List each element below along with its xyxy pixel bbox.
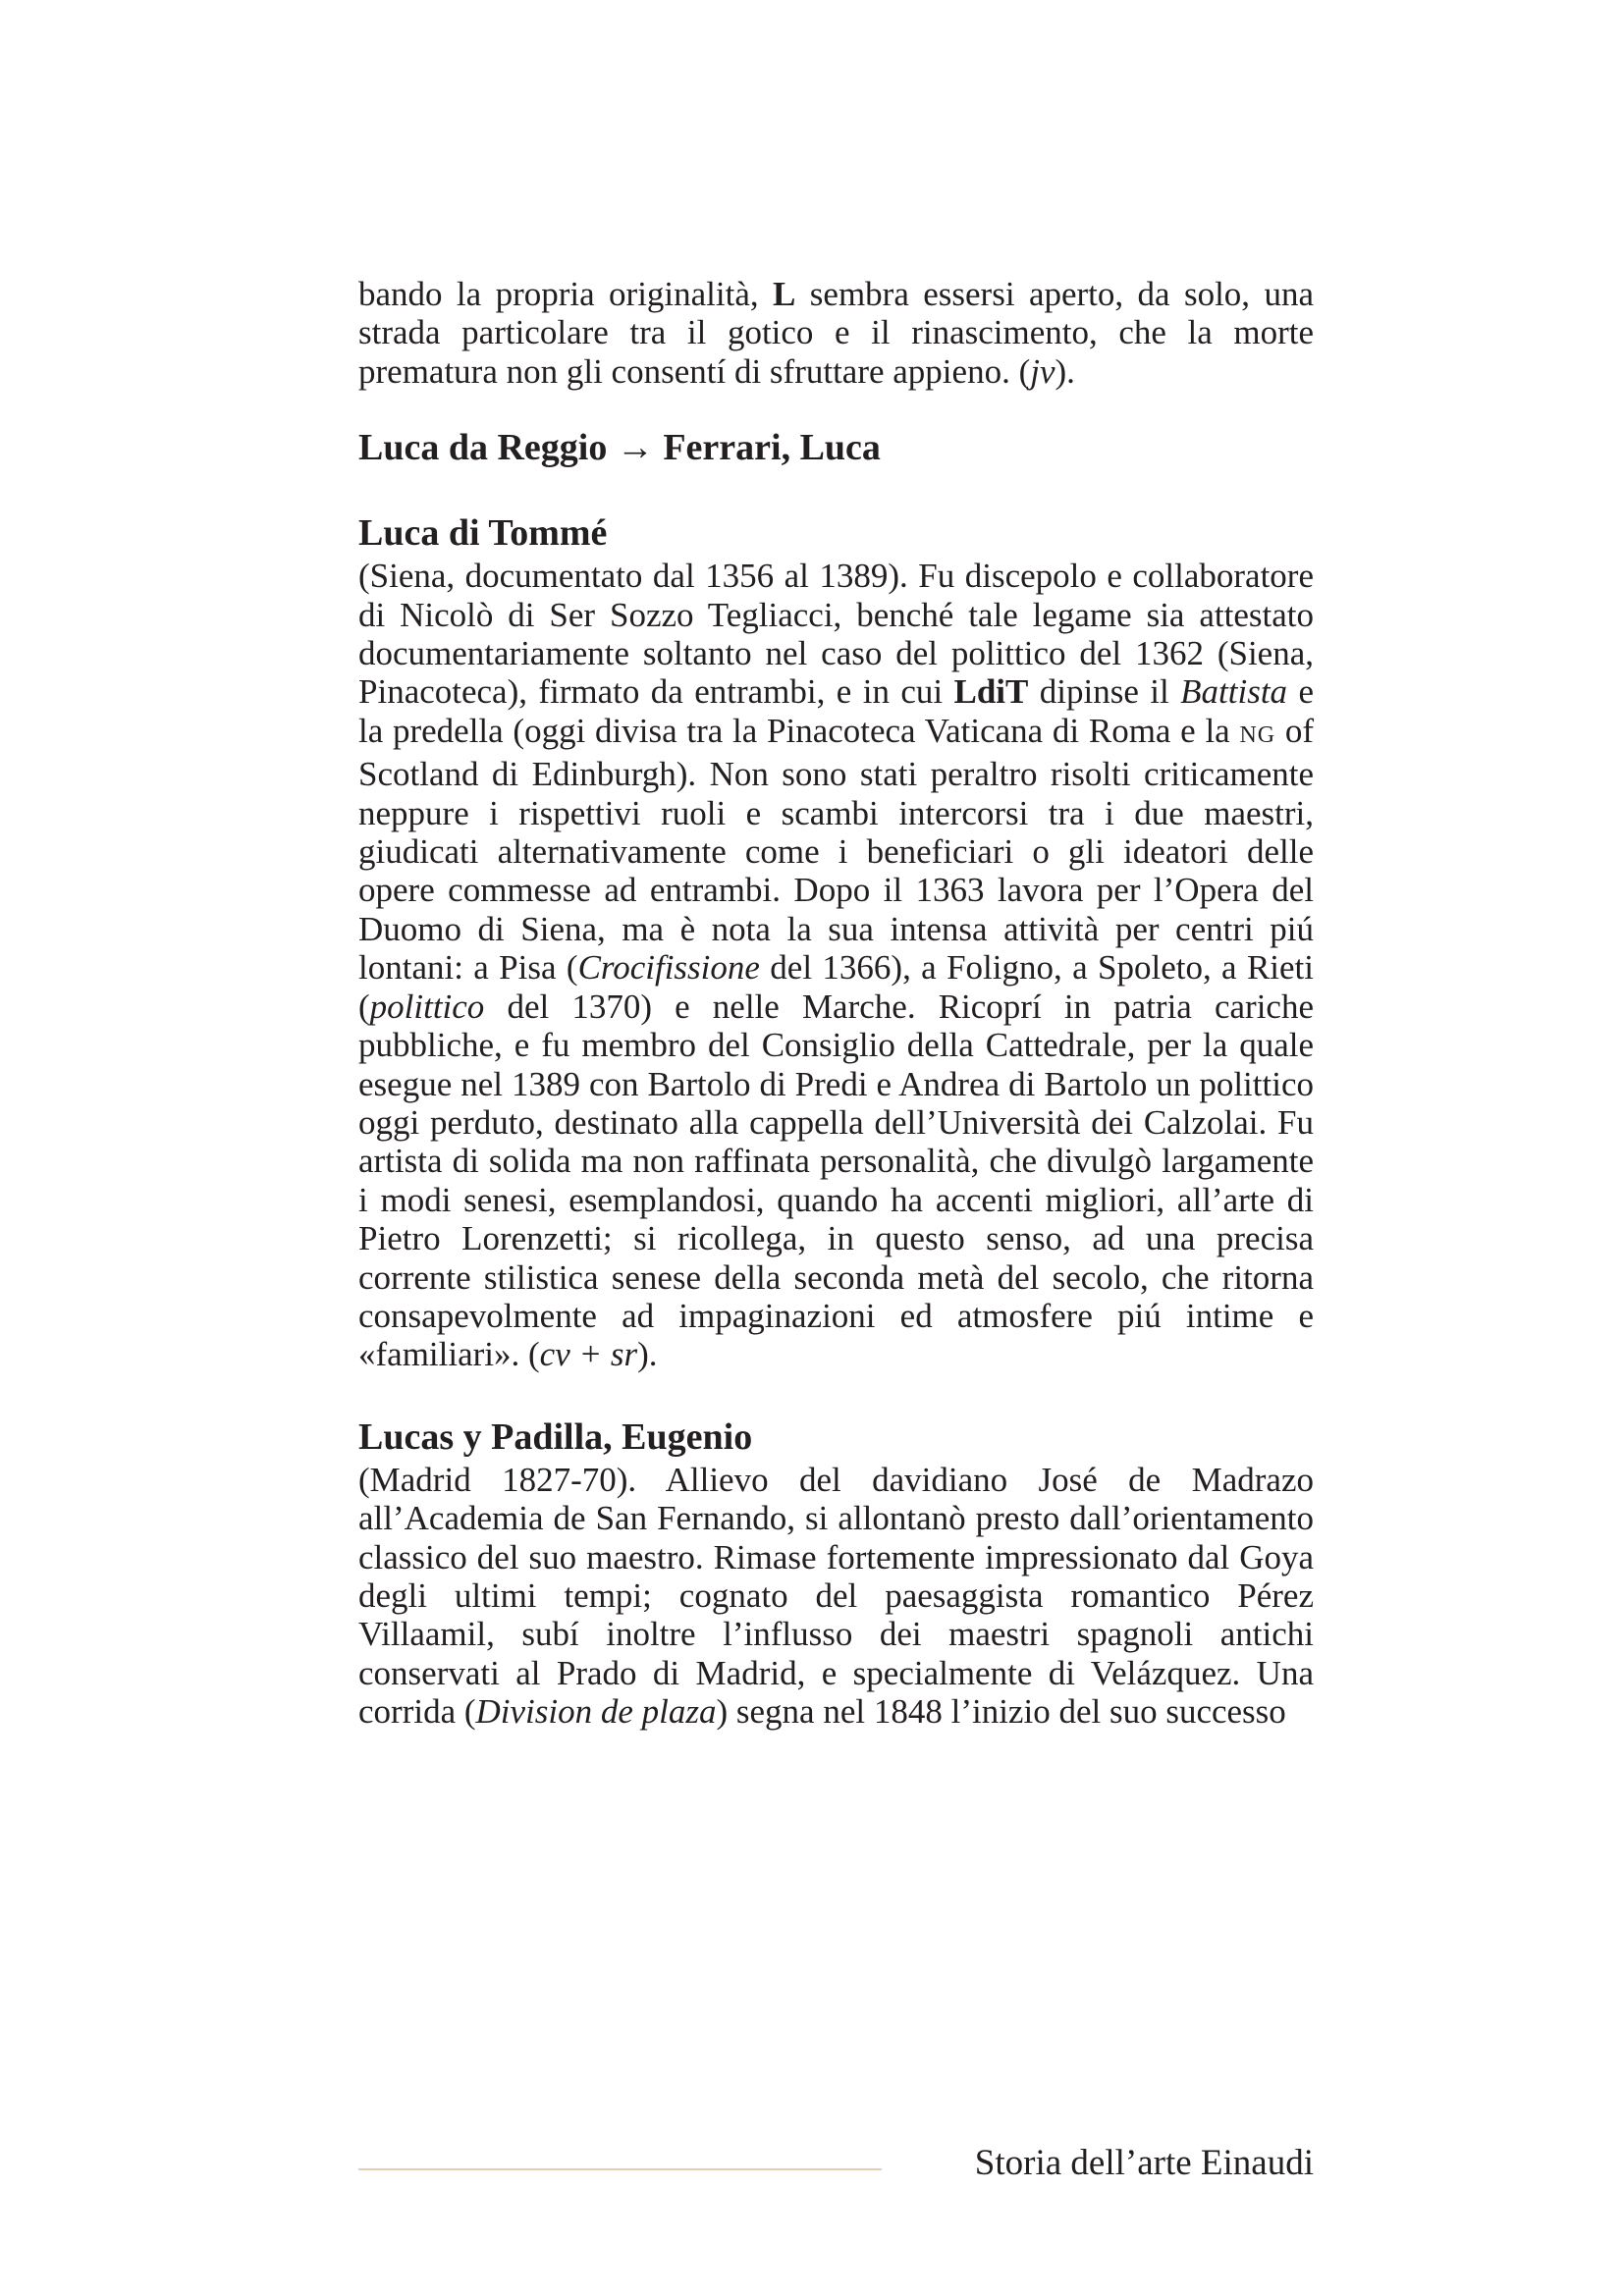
artwork-title: Battista [1180,672,1288,712]
entry-title-lucas-y-padilla: Lucas y Padilla, Eugenio [358,1415,753,1458]
footer-rule [358,2168,882,2170]
entry-title-luca-da-reggio: Luca da Reggio → Ferrari, Luca [358,427,881,469]
artwork-title: Crocifissione [577,948,760,988]
text-run: del 1370) e nelle Marche. Ricoprí in patria cariche pubbliche, e fu membro del Consiglio della Cattedrale, per la quale esegue nel 1389 con Bartolo di Predi e Andrea di Bartolo un polittico oggi perduto, destinato alla cappella dell’Università dei Calzolai. Fu artista di solida ma non raffinata personalità, che divulgò largamente i modi senesi, esemplandosi, quando ha accenti migliori, all’arte di Pietro Lorenzetti; si ricollega, in questo senso, ad una precisa corrente stilistica senese della seconda metà del secolo, che ritorna consapevolmente ad impaginazioni ed atmosfere piú intime e «familiari». ( [358,987,1314,1374]
text-run: ) segna nel 1848 l’inizio del suo successo [716,1692,1286,1732]
entry-body-luca-di-tomme [358,557,1314,1374]
artwork-title: polittico [369,987,485,1026]
text-column [358,275,1314,1732]
text-run: del 1366), a Foligno, a Spoleto, a Rieti ( [358,948,1315,1026]
text-run: ). [637,1335,658,1374]
footer-publisher: Storia dell’arte Einaudi [974,2143,1314,2183]
text-run: ). [1055,351,1075,391]
bold-abbreviation: L [773,275,796,313]
author-initials: jv [1030,351,1055,391]
paragraph-continued [358,275,1314,391]
bold-abbreviation: LdiT [953,672,1029,712]
entry-body-lucas-y-padilla [358,1461,1314,1732]
text-run: bando la propria originalità, [358,275,774,313]
text-run: e la predella (oggi divisa tra la Pinacoteca Vaticana di Roma e la [358,672,1314,750]
text-run: dipinse il [1028,672,1181,712]
text-run: of Scotland di Edinburgh). Non sono stati peraltro risolti criticamente neppure i rispettivi ruoli e scambi intercorsi tra i due maestri, giudicati alternativamente come i beneficiari o gli ideatori delle opere commesse ad entrambi. Dopo il 1363 lavora per l’Opera del Duomo di Siena, ma è nota la sua intensa attività per centri piú lontani: a Pisa ( [358,711,1314,988]
author-initials: cv + sr [539,1335,638,1374]
entry-title-luca-di-tomme: Luca di Tommé [358,512,608,555]
small-caps-abbreviation: NG [1239,721,1276,748]
text-run: (Siena, documentato dal 1356 al 1389). Fu discepolo e collaboratore di Nicolò di Ser Sozzo Tegliacci, benché tale legame sia attestato documentariamente soltanto nel caso del polittico del 1362 (Siena, Pinacoteca), firmato da entrambi, e in cui [358,557,1314,712]
text-run: sembra essersi aperto, da solo, una strada particolare tra il gotico e il rinascimento, che la morte prematura non gli consentí di sfruttare appieno. ( [358,275,1314,391]
text-run: (Madrid 1827-70). Allievo del davidiano José de Madrazo all’Academia de San Fernando, si allontanò presto dall’orientamento classico del suo maestro. Rimase fortemente impressionato dal Goya degli ultimi tempi; cognato del paesaggista romantico Pérez Villaamil, subí inoltre l’influsso dei maestri spagnoli antichi conservati al Prado di Madrid, e specialmente di Velázquez. Una corrida ( [358,1460,1314,1732]
artwork-title: Division de plaza [475,1692,717,1732]
